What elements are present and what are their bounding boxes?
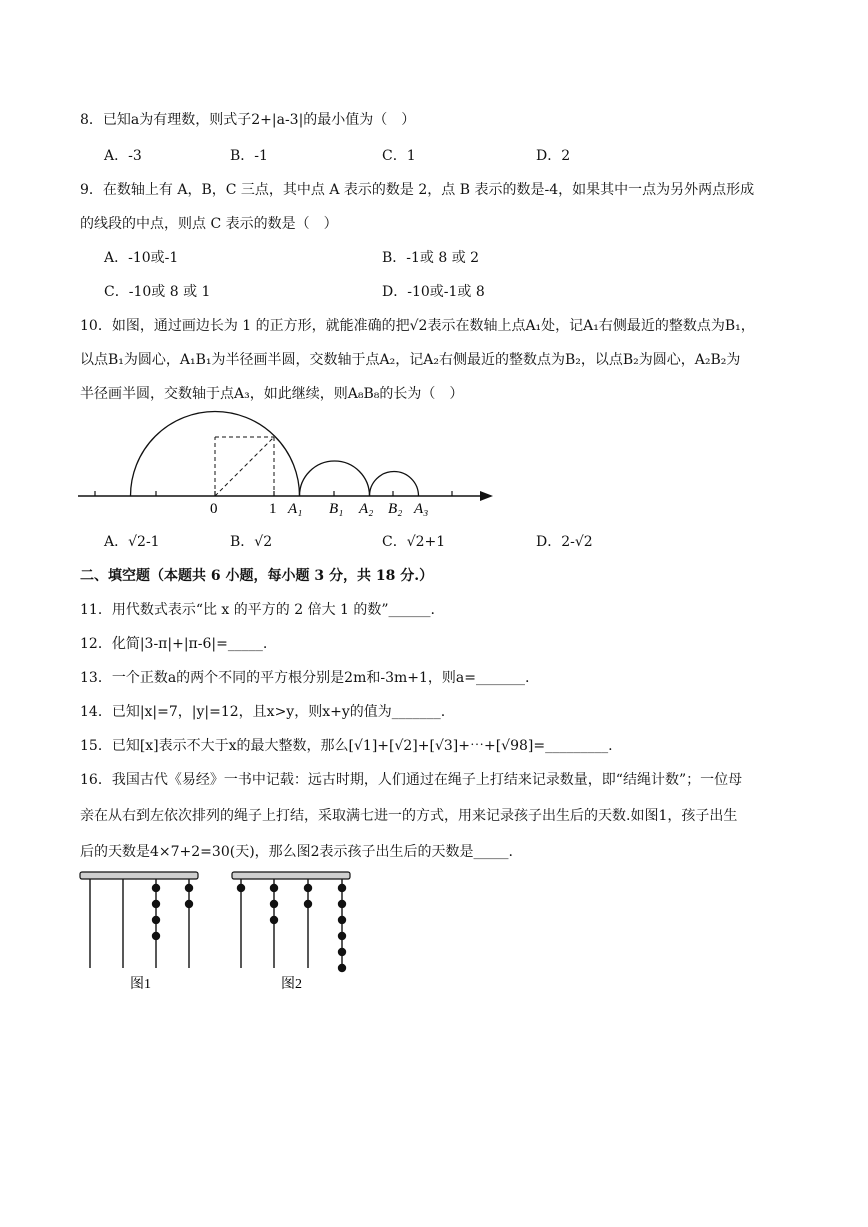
fig1-knot — [152, 916, 160, 924]
section-2-title: 二、填空题（本题共 6 小题，每小题 3 分，共 18 分.） — [80, 568, 434, 584]
label-b1: B₁ — [329, 501, 344, 517]
figure-2-caption: 图2 — [281, 977, 302, 992]
fig1-knot — [185, 900, 193, 908]
fig2-knot — [338, 900, 346, 908]
number-line-figure — [70, 410, 510, 525]
question-14: 14．已知|x|=7，|y|=12，且x>y，则x+y的值为_______. — [80, 704, 446, 720]
fig2-knot — [270, 900, 278, 908]
label-b2: B₂ — [388, 501, 403, 517]
fig2-knot — [270, 884, 278, 892]
q8-option-b: B．-1 — [230, 148, 268, 164]
semicircle-3 — [370, 472, 419, 497]
q9-option-a: A．-10或-1 — [104, 250, 179, 266]
q8-option-d: D．2 — [536, 148, 571, 164]
fig2-knot — [338, 932, 346, 940]
question-9-stem-line2: 的线段的中点，则点 C 表示的数是（ ） — [80, 216, 338, 232]
fig1-knot — [152, 900, 160, 908]
fig2-knot — [237, 884, 245, 892]
question-11: 11．用代数式表示“比 x 的平方的 2 倍大 1 的数”______. — [80, 602, 435, 618]
fig2-knot — [270, 916, 278, 924]
question-13: 13．一个正数a的两个不同的平方根分别是2m和-3m+1，则a=_______. — [80, 670, 530, 686]
knot-figures — [76, 868, 376, 998]
label-a1: A₁ — [288, 501, 303, 517]
fig2-knot — [338, 964, 346, 972]
fig1-bar — [80, 872, 198, 879]
question-16-line1: 16．我国古代《易经》一书中记载：远古时期，人们通过在绳子上打结来记录数量，即“结绳计数”；一位母 — [80, 772, 743, 788]
q9-option-c: C．-10或 8 或 1 — [104, 284, 211, 300]
question-10-stem-line1: 10．如图，通过画边长为 1 的正方形，就能准确的把√2表示在数轴上点A₁处，记A₁右侧最近的整数点为B₁， — [80, 318, 755, 334]
fig1-knot — [152, 884, 160, 892]
semicircle-2 — [300, 461, 370, 496]
question-10-stem-line3: 半径画半圆，交数轴于点A₃，如此继续，则A₈B₈的长为（ ） — [80, 386, 464, 402]
fig2-knot — [304, 884, 312, 892]
q10-option-c: C．√2+1 — [382, 534, 446, 550]
q9-option-b: B．-1或 8 或 2 — [382, 250, 480, 266]
fig2-bar — [232, 872, 350, 879]
q8-option-c: C．1 — [382, 148, 416, 164]
knot-figure-2 — [232, 872, 350, 992]
question-15: 15．已知[x]表示不大于x的最大整数，那么[√1]+[√2]+[√3]+⋯+[√98]=_________. — [80, 738, 613, 754]
dashed-unit-square — [215, 437, 274, 496]
q9-option-d: D．-10或-1或 8 — [382, 284, 485, 300]
fig2-knot — [338, 884, 346, 892]
fig2-knot — [338, 916, 346, 924]
axis-arrow — [480, 491, 493, 501]
q10-option-d: D．2-√2 — [536, 534, 593, 550]
question-16-line2: 亲在从右到左依次排列的绳子上打结，采取满七进一的方式，用来记录孩子出生后的天数.如图1，孩子出生 — [80, 808, 738, 824]
knot-figure-1 — [80, 872, 198, 992]
q10-option-b: B．√2 — [230, 534, 273, 550]
question-8-stem: 8．已知a为有理数，则式子2+|a-3|的最小值为（ ） — [80, 112, 416, 128]
label-1: 1 — [269, 501, 277, 517]
q10-option-a: A．√2-1 — [104, 534, 160, 550]
question-16-line3: 后的天数是4×7+2=30(天)，那么图2表示孩子出生后的天数是_____. — [80, 844, 514, 860]
question-10-stem-line2: 以点B₁为圆心，A₁B₁为半径画半圆，交数轴于点A₂，记A₂右侧最近的整数点为B₂，以点B₂为圆心，A₂B₂为 — [80, 352, 741, 368]
fig2-knot — [338, 948, 346, 956]
question-9-stem-line1: 9．在数轴上有 A，B，C 三点，其中点 A 表示的数是 2，点 B 表示的数是-4，如果其中一点为另外两点形成 — [80, 182, 755, 198]
q8-option-a: A．-3 — [104, 148, 142, 164]
label-a3: A₃ — [414, 501, 429, 517]
label-0: 0 — [210, 501, 218, 517]
fig1-knot — [185, 884, 193, 892]
label-a2: A₂ — [359, 501, 374, 517]
figure-1-caption: 图1 — [130, 977, 151, 992]
fig2-knot — [304, 900, 312, 908]
fig1-knot — [152, 932, 160, 940]
question-12: 12．化简|3-π|+|π-6|=_____. — [80, 636, 268, 652]
